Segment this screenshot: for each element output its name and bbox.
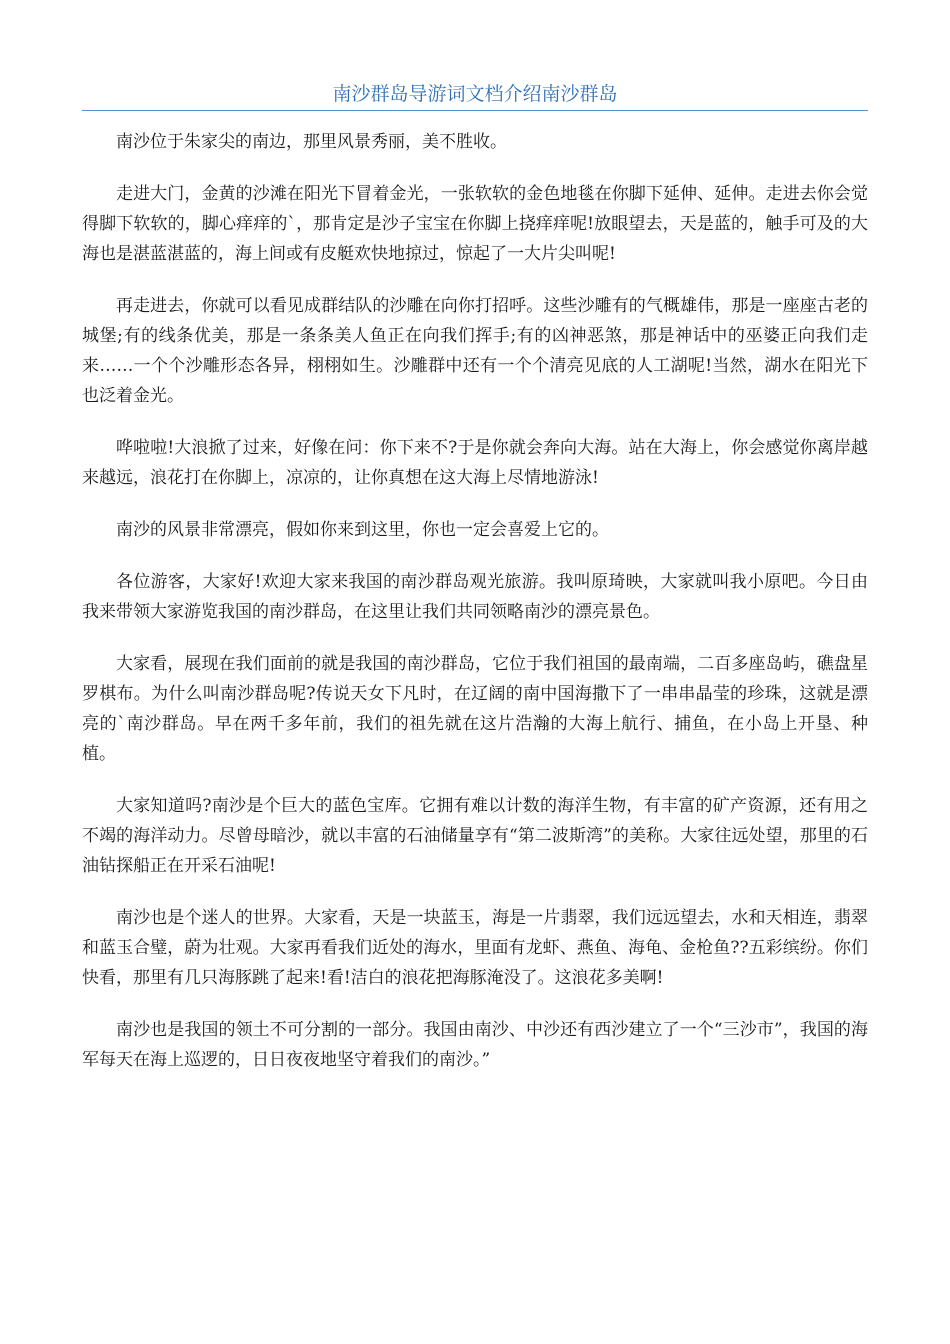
paragraph: 南沙也是我国的领土不可分割的一部分。我国由南沙、中沙还有西沙建立了一个“三沙市”，我国的海军每天在海上巡逻的，日日夜夜地坚守着我们的南沙。” <box>82 1020 868 1070</box>
paragraph: 大家知道吗?南沙是个巨大的蓝色宝库。它拥有难以计数的海洋生物，有丰富的矿产资源，还有用之不竭的海洋动力。尽曾母暗沙，就以丰富的石油储量享有“第二波斯湾”的美称。大家往远处望，那里的石油钻探船正在开采石油呢! <box>82 796 868 876</box>
paragraph: 各位游客，大家好!欢迎大家来我国的南沙群岛观光旅游。我叫原琦映，大家就叫我小原吧。今日由我来带领大家游览我国的南沙群岛，在这里让我们共同领略南沙的漂亮景色。 <box>82 572 868 622</box>
paragraph: 南沙位于朱家尖的南边，那里风景秀丽，美不胜收。 <box>116 132 507 152</box>
paragraph: 大家看，展现在我们面前的就是我国的南沙群岛，它位于我们祖国的最南端，二百多座岛屿，礁盘星罗棋布。为什么叫南沙群岛呢?传说天女下凡时，在辽阔的南中国海撒下了一串串晶莹的珍珠，这就是漂亮的`南沙群岛。早在两千多年前，我们的祖先就在这片浩瀚的大海上航行、捕鱼，在小岛上开垦、种植。 <box>82 654 868 764</box>
paragraph: 再走进去，你就可以看见成群结队的沙雕在向你打招呼。这些沙雕有的气概雄伟，那是一座座古老的城堡;有的线条优美，那是一条条美人鱼正在向我们挥手;有的凶神恶煞，那是神话中的巫婆正向我们走来……一个个沙雕形态各异，栩栩如生。沙雕群中还有一个个清亮见底的人工湖呢!当然，湖水在阳光下也泛着金光。 <box>82 296 868 406</box>
header-divider <box>82 110 868 111</box>
document-body <box>82 127 868 1097</box>
paragraph: 南沙的风景非常漂亮，假如你来到这里，你也一定会喜爱上它的。 <box>116 520 609 540</box>
paragraph: 走进大门，金黄的沙滩在阳光下冒着金光，一张软软的金色地毯在你脚下延伸、延伸。走进去你会觉得脚下软软的，脚心痒痒的`，那肯定是沙子宝宝在你脚上挠痒痒呢!放眼望去，天是蓝的，触手可及的大海也是湛蓝湛蓝的，海上间或有皮艇欢快地掠过，惊起了一大片尖叫呢! <box>82 184 868 264</box>
paragraph: 南沙也是个迷人的世界。大家看，天是一块蓝玉，海是一片翡翠，我们远远望去，水和天相连，翡翠和蓝玉合璧，蔚为壮观。大家再看我们近处的海水，里面有龙虾、燕鱼、海龟、金枪鱼??五彩缤纷。你们快看，那里有几只海豚跳了起来!看!洁白的浪花把海豚淹没了。这浪花多美啊! <box>82 908 868 988</box>
page-header-title: 南沙群岛导游词文档介绍南沙群岛 <box>332 83 618 105</box>
paragraph: 哗啦啦!大浪掀了过来，好像在问：你下来不?于是你就会奔向大海。站在大海上，你会感觉你离岸越来越远，浪花打在你脚上，凉凉的，让你真想在这大海上尽情地游泳! <box>82 438 868 488</box>
